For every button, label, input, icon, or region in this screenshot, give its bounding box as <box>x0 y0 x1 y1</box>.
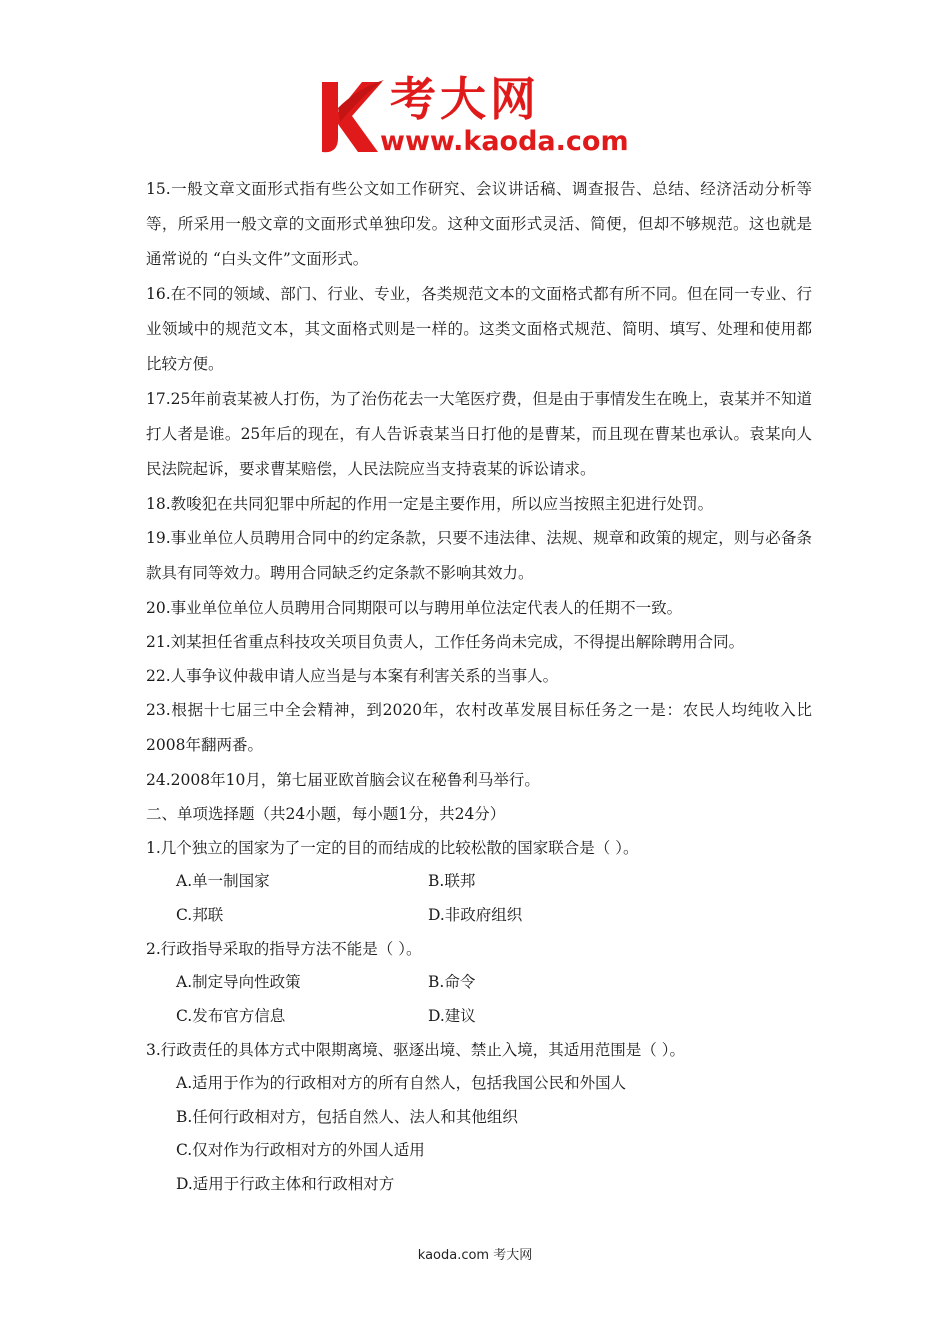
question-3-stem: 3.行政责任的具体方式中限期离境、驱逐出境、禁止入境，其适用范围是（ ）。 <box>146 1041 685 1059</box>
question-1-options-row-2 <box>146 899 812 933</box>
option-a: A.单一制国家 <box>176 872 270 890</box>
question-1-options-row-1 <box>146 865 812 899</box>
page-footer: kaoda.com 考大网 <box>417 1248 533 1263</box>
option-d: D.适用于行政主体和行政相对方 <box>176 1174 395 1193</box>
question-2-options-row-2 <box>146 1000 812 1034</box>
option-a: A.适用于作为的行政相对方的所有自然人，包括我国公民和外国人 <box>176 1074 627 1092</box>
paragraph-24: 24.2008年10月，第七届亚欧首脑会议在秘鲁利马举行。 <box>146 771 540 789</box>
logo-title: 考大网 <box>390 72 540 126</box>
option-d: D.建议 <box>428 1006 476 1025</box>
option-b: B.命令 <box>428 973 476 991</box>
paragraph-15: 15.一般文章文面形式指有些公文如工作研究、会议讲话稿、调查报告、总结、经济活动分析等等，所采用一般文章的文面形式单独印发。这种文面形式灵活、简便，但却不够规范。这也就是通常说的 “白头文件”文面形式。 <box>146 180 812 268</box>
option-c: C.邦联 <box>176 905 224 924</box>
paragraph-20: 20.事业单位单位人员聘用合同期限可以与聘用单位法定代表人的任期不一致。 <box>146 599 683 617</box>
option-c: C.仅对作为行政相对方的外国人适用 <box>176 1141 425 1159</box>
k-logo-icon <box>318 78 388 156</box>
option-a: A.制定导向性政策 <box>176 973 301 991</box>
option-b: B.任何行政相对方，包括自然人、法人和其他组织 <box>176 1107 518 1126</box>
question-1-stem: 1.几个独立的国家为了一定的目的而结成的比较松散的国家联合是（ ）。 <box>146 839 639 857</box>
section-heading: 二、单项选择题（共24小题，每小题1分，共24分） <box>146 805 506 823</box>
option-b: B.联邦 <box>428 872 476 890</box>
paragraph-22: 22.人事争议仲裁申请人应当是与本案有利害关系的当事人。 <box>146 667 559 685</box>
question-2-options-row-1 <box>146 966 812 1000</box>
paragraph-19: 19.事业单位人员聘用合同中的约定条款，只要不违法律、法规、规章和政策的规定，则与必备条款具有同等效力。聘用合同缺乏约定条款不影响其效力。 <box>146 529 812 582</box>
paragraph-17: 17.25年前袁某被人打伤，为了治伤花去一大笔医疗费，但是由于事情发生在晚上，袁某并不知道打人者是谁。25年后的现在，有人告诉袁某当日打他的是曹某，而且现在曹某也承认。袁某向人民法院起诉，要求曹某赔偿，人民法院应当支持袁某的诉讼请求。 <box>146 390 812 478</box>
kaoda-logo <box>318 72 648 160</box>
question-2-stem: 2.行政指导采取的指导方法不能是（ ）。 <box>146 940 422 958</box>
logo-url: www.kaoda.com <box>380 126 629 157</box>
paragraph-21: 21.刘某担任省重点科技攻关项目负责人，工作任务尚未完成，不得提出解除聘用合同。 <box>146 633 745 651</box>
option-d: D.非政府组织 <box>428 905 523 924</box>
option-c: C.发布官方信息 <box>176 1006 286 1025</box>
document-body <box>146 172 812 1201</box>
paragraph-18: 18.教唆犯在共同犯罪中所起的作用一定是主要作用，所以应当按照主犯进行处罚。 <box>146 495 714 513</box>
paragraph-16: 16.在不同的领域、部门、行业、专业，各类规范文本的文面格式都有所不同。但在同一专业、行业领域中的规范文本，其文面格式则是一样的。这类文面格式规范、简明、填写、处理和使用都比较方便。 <box>146 285 812 373</box>
paragraph-23: 23.根据十七届三中全会精神，到2020年，农村改革发展目标任务之一是：农民人均纯收入比2008年翻两番。 <box>146 701 812 754</box>
